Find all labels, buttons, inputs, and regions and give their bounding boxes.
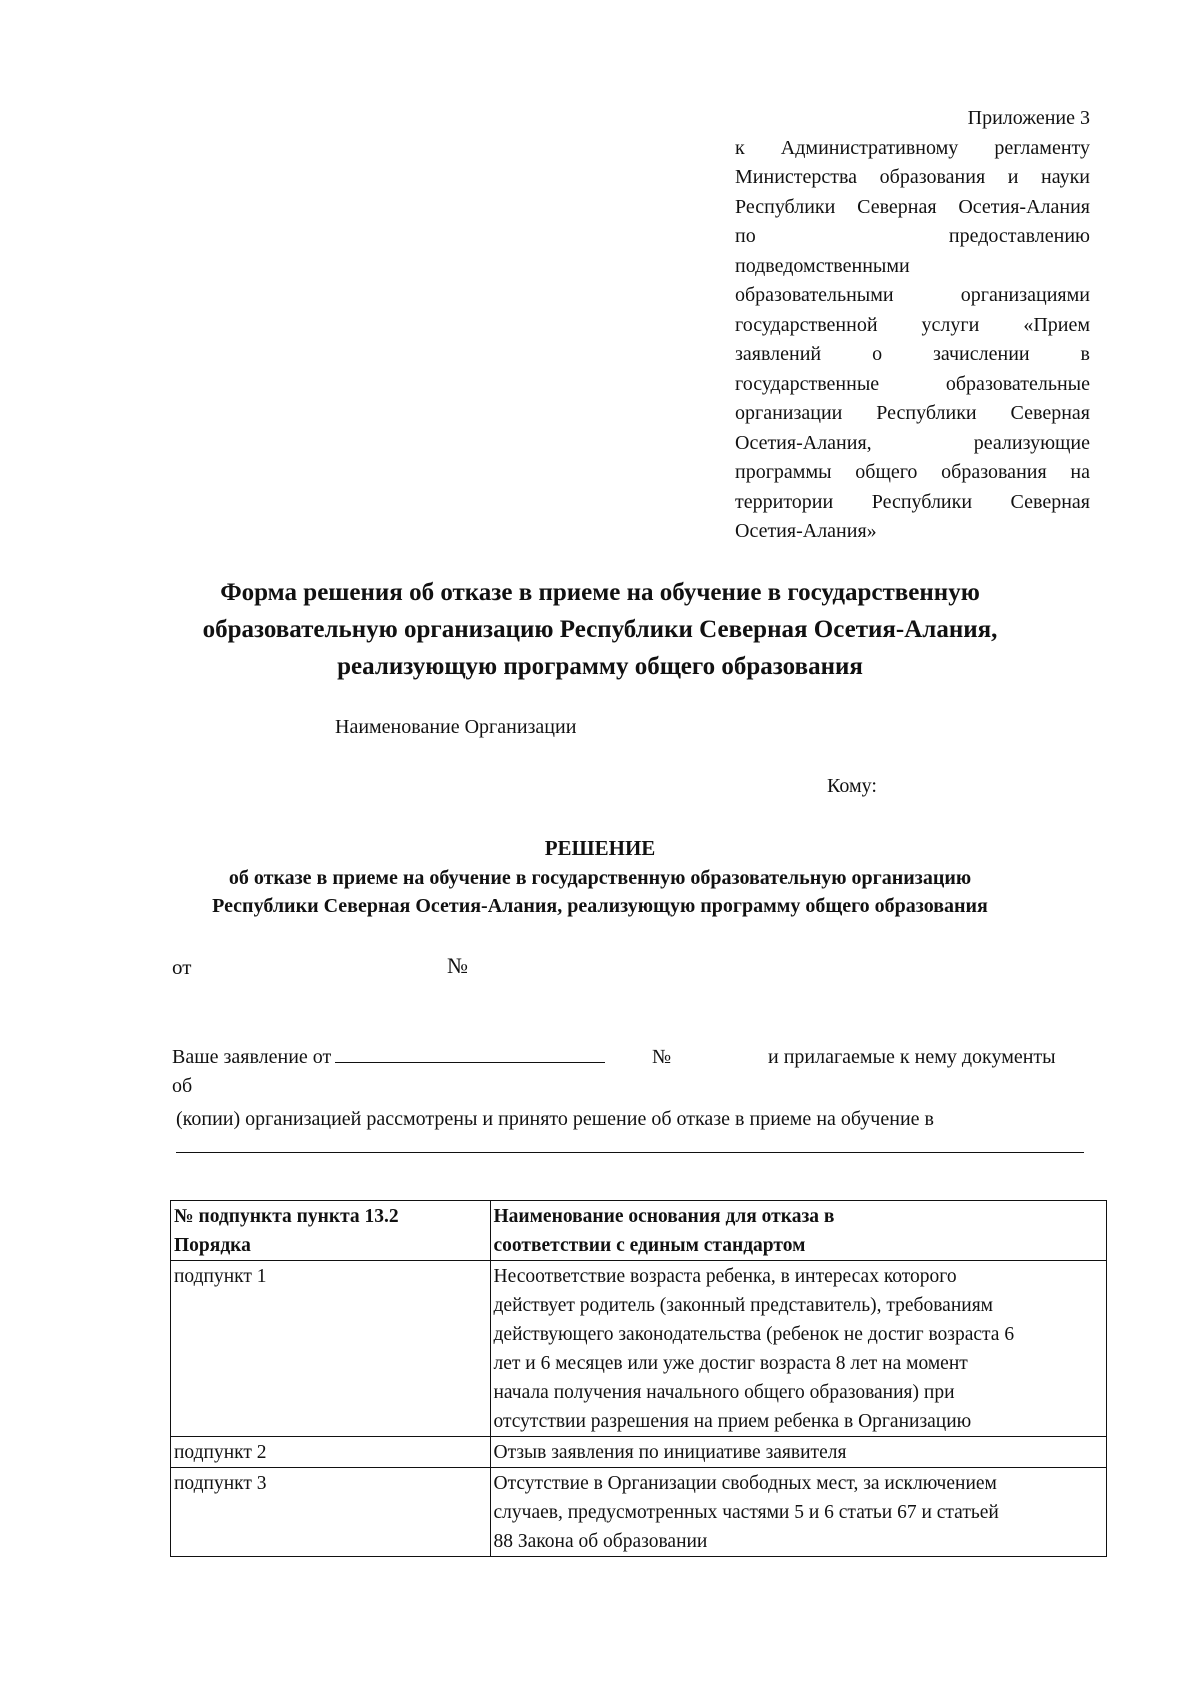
appendix-line: программы общего образования на	[735, 461, 1090, 483]
reason-cell: Отзыв заявления по инициативе заявителя	[490, 1437, 1107, 1468]
item-cell: подпункт 3	[171, 1468, 491, 1557]
form-title	[130, 574, 1070, 685]
appendix-line: подведомственными	[735, 254, 910, 277]
decision-subtitle-line: Республики Северная Осетия-Алания, реализующую программу общего образования	[212, 895, 988, 917]
appendix-line: государственные образовательные	[735, 372, 1090, 395]
reason-cell: Отсутствие в Организации свободных мест, за исключением случаев, предусмотренных частями 5 и 6 статьи 67 и статьей 88 Закона об образовании	[490, 1468, 1107, 1557]
refusal-reasons-table	[170, 1200, 1107, 1557]
appendix-line: государственной услуги «Прием	[735, 313, 1090, 336]
table-row	[171, 1437, 1107, 1468]
appendix-line: к Административному регламенту	[735, 136, 1090, 159]
application-prefix: Ваше заявление от	[172, 1046, 332, 1068]
item-cell: подпункт 2	[171, 1437, 491, 1468]
decision-heading	[130, 832, 1070, 920]
decision-title: РЕШЕНИЕ	[544, 836, 656, 860]
appendix-line: Приложение 3	[967, 107, 1090, 129]
header-cell-reason: Наименование основания для отказа в соответствии с единым стандартом	[490, 1201, 1107, 1261]
application-number-label: №	[652, 1046, 672, 1068]
appendix-line: по предоставлению	[735, 225, 1090, 247]
appendix-line: территории Республики Северная	[735, 490, 1090, 513]
appendix-line: Осетия-Алания, реализующие	[735, 431, 1090, 454]
item-cell: подпункт 1	[171, 1261, 491, 1437]
application-attached-text: и прилагаемые к нему документы	[768, 1046, 1056, 1068]
organization-name-label: Наименование Организации	[335, 716, 577, 738]
form-title-line: реализующую программу общего образования	[337, 653, 863, 680]
date-from-label: от	[172, 955, 192, 979]
application-line-1	[172, 1046, 609, 1069]
appendix-line: Республики Северная Осетия-Алания	[735, 195, 1090, 218]
appendix-line: Осетия-Алания»	[735, 520, 877, 542]
table-row	[171, 1468, 1107, 1557]
appendix-line: образовательными организациями	[735, 284, 1090, 306]
appendix-line: организации Республики Северная	[735, 402, 1090, 424]
application-line-2: (копии) организацией рассмотрены и принято решение об отказе в приеме на обучение в	[176, 1108, 934, 1130]
appendix-line: заявлений о зачислении в	[735, 343, 1090, 365]
table-header-row	[171, 1201, 1107, 1261]
application-date-blank	[335, 1046, 605, 1063]
form-title-line: образовательную организацию Республики Северная Осетия-Алания,	[202, 616, 998, 643]
organization-blank-line	[176, 1152, 1084, 1153]
application-ob-text: об	[172, 1075, 193, 1097]
appendix-block	[735, 104, 1090, 547]
form-title-line: Форма решения об отказе в приеме на обучение в государственную	[220, 579, 980, 606]
header-cell-item: № подпункта пункта 13.2 Порядка	[171, 1201, 491, 1261]
reason-cell: Несоответствие возраста ребенка, в интересах которого действует родитель (законный представитель), требованиям действующего законодательства (ребенок не достиг возраста 6 лет и 6 месяцев или уже достиг возраста 8 лет на момент начала получения начального общего образования) при отсутствии разрешения на прием ребенка в Организацию	[490, 1261, 1107, 1437]
decision-number-label: №	[447, 953, 468, 978]
appendix-line: Министерства образования и науки	[735, 166, 1090, 188]
to-whom-label: Кому:	[827, 775, 877, 797]
decision-subtitle-line: об отказе в приеме на обучение в государственную образовательную организацию	[228, 867, 972, 889]
table-row	[171, 1261, 1107, 1437]
